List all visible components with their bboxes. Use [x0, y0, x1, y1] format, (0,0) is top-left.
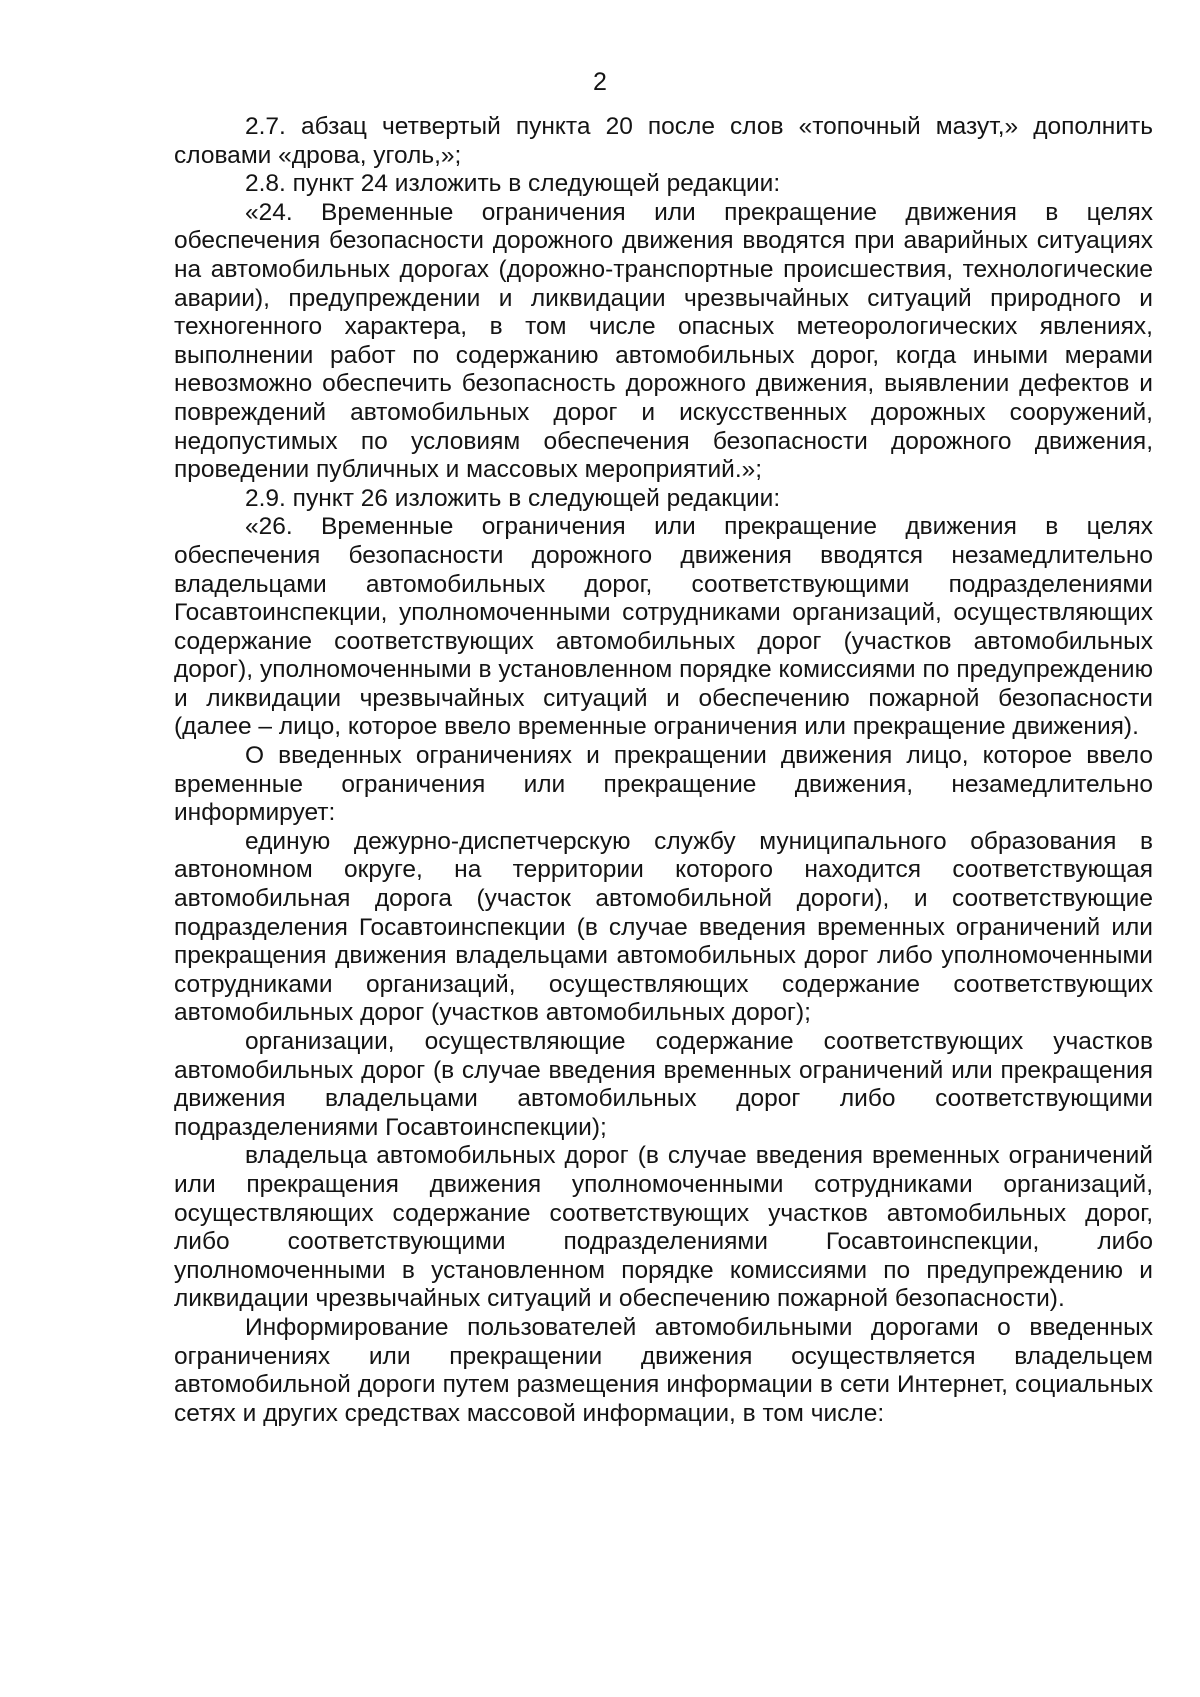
paragraph-2-9: 2.9. пункт 26 изложить в следующей редакции:: [245, 484, 781, 512]
paragraph-2-7: 2.7. абзац четвертый пункта 20 после слов «топочный мазут,» дополнить словами «дрова, уголь,»;: [174, 113, 1153, 169]
paragraph-notify-dispatch-service: единую дежурно-диспетчерскую службу муниципального образования в автономном округе, на территории которого находится соответствующая автомобильная дорога (участок автомобильной дороги), и соответствующие подразделения Госавтоинспекции (в случае введения временных ограничений или прекращения движения владельцами автомобильных дорог либо уполномоченными сотрудниками организаций, осуществляющих содержание соответствующих автомобильных дорог (участков автомобильных дорог);: [174, 827, 1153, 1027]
paragraph-point-26-text: «26. Временные ограничения или прекращение движения в целях обеспечения безопасности дорожного движения вводятся незамедлительно владельцами автомобильных дорог, соответствующими подразделениями Госавтоинспекции, уполномоченными сотрудниками организаций, осуществляющих содержание соответствующих автомобильных дорог (участков автомобильных дорог), уполномоченными в установленном порядке комиссиями по предупреждению и ликвидации чрезвычайных ситуаций и обеспечению пожарной безопасности (далее – лицо, которое ввело временные ограничения или прекращение движения).: [174, 513, 1153, 741]
paragraph-notify-maintenance-organizations: организации, осуществляющие содержание соответствующих участков автомобильных дорог (в случае введения временных ограничений или прекращения движения владельцами автомобильных дорог либо соответствующими подразделениями Госавтоинспекции);: [174, 1028, 1153, 1141]
paragraph-public-information: Информирование пользователей автомобильными дорогами о введенных ограничениях или прекращении движения осуществляется владельцем автомобильной дороги путем размещения информации в сети Интернет, социальных сетях и других средствах массовой информации, в том числе:: [174, 1313, 1153, 1427]
paragraph-point-24-text: «24. Временные ограничения или прекращение движения в целях обеспечения безопасности дорожного движения вводятся при аварийных ситуациях на автомобильных дорогах (дорожно-транспортные происшествия, технологические аварии), предупреждении и ликвидации чрезвычайных ситуаций природного и техногенного характера, в том числе опасных метеорологических явлениях, выполнении работ по содержанию автомобильных дорог, когда иными мерами невозможно обеспечить безопасность дорожного движения, выявлении дефектов и повреждений автомобильных дорог и искусственных дорожных сооружений, недопустимых по условиям обеспечения безопасности дорожного движения, проведении публичных и массовых мероприятий.»;: [174, 198, 1153, 484]
paragraph-notification-intro: О введенных ограничениях и прекращении движения лицо, которое ввело временные ограничения или прекращение движения, незамедлительно информирует:: [174, 742, 1153, 827]
page-number: 2: [593, 68, 607, 96]
paragraph-notify-road-owner: владельца автомобильных дорог (в случае введения временных ограничений или прекращения движения уполномоченными сотрудниками организаций, осуществляющих содержание соответствующих участков автомобильных дорог, либо соответствующими подразделениями Госавтоинспекции, либо уполномоченными в установленном порядке комиссиями по предупреждению и ликвидации чрезвычайных ситуаций и обеспечению пожарной безопасности).: [174, 1142, 1153, 1313]
paragraph-2-8: 2.8. пункт 24 изложить в следующей редакции:: [245, 170, 781, 198]
document-body: [174, 113, 1153, 1428]
